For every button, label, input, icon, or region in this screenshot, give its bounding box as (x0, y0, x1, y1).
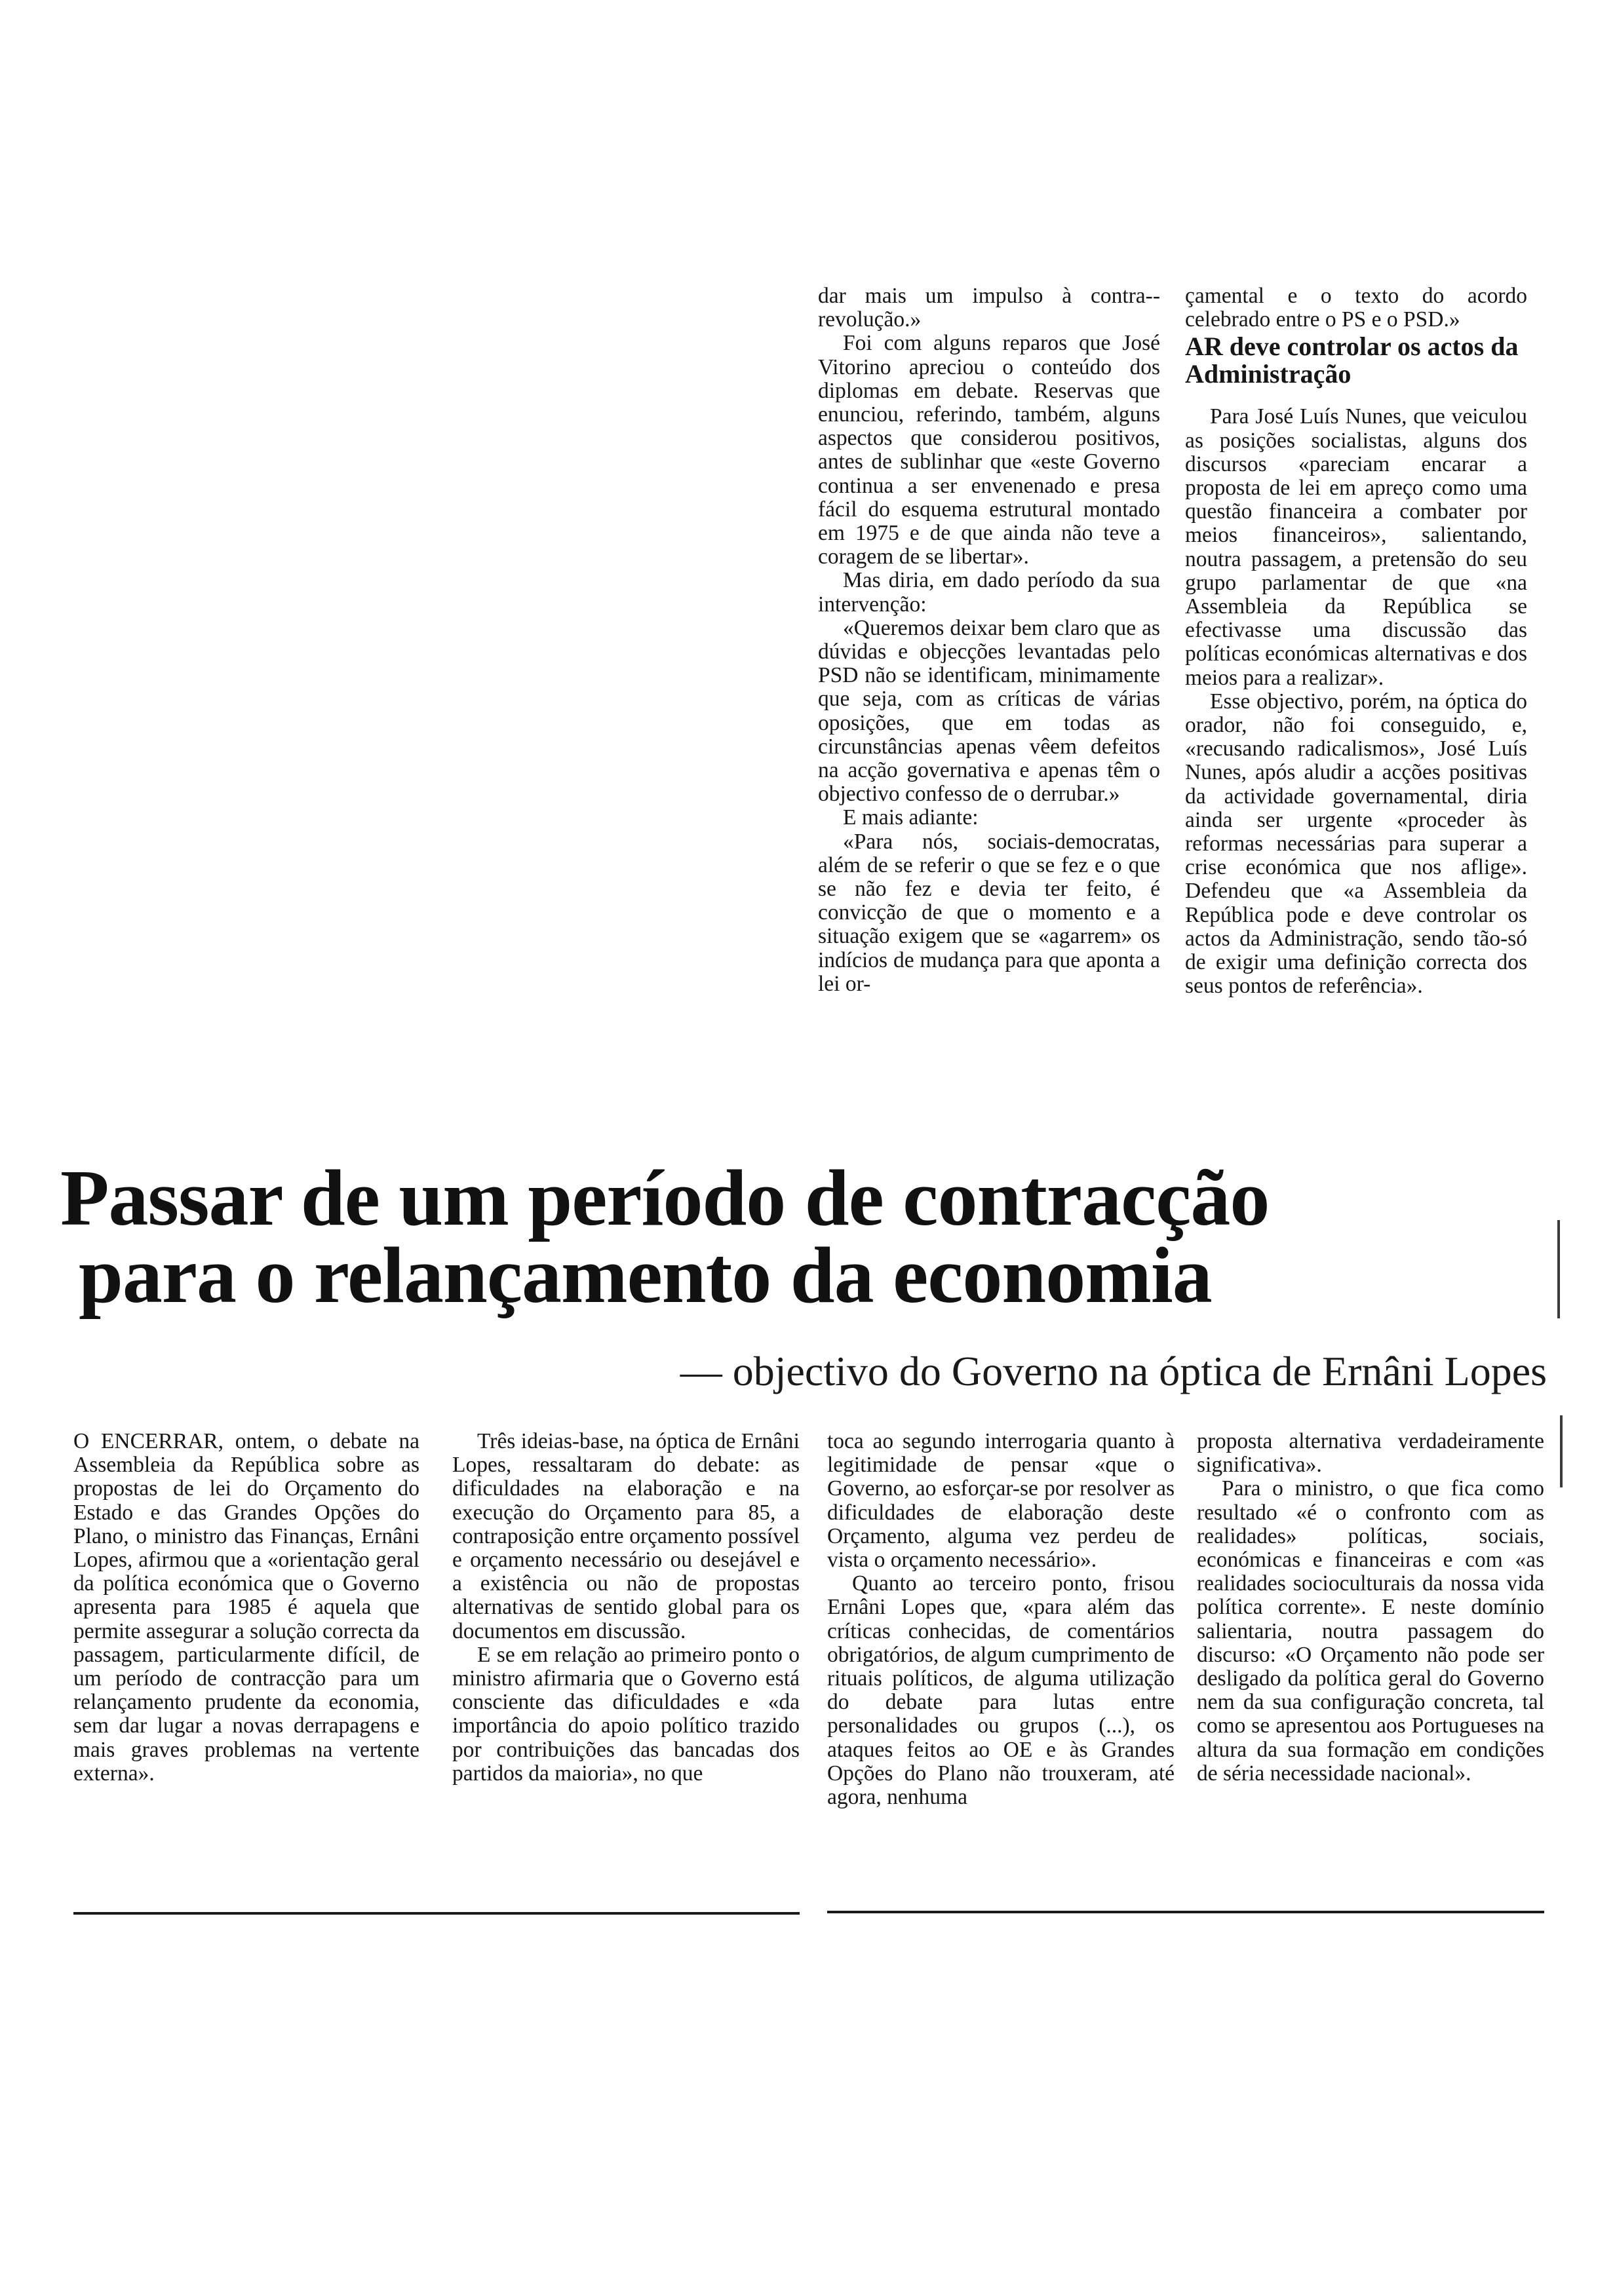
bottom-rule-left (73, 1912, 800, 1915)
top-column-2 (1185, 284, 1527, 998)
top-col2-paragraph: Para José Luís Nunes, que veiculou as posições socialistas, alguns dos discursos «pareciam encarar a proposta de lei em apreço como uma questão financeira a combater por meios financeiros», salientando, noutra passagem, a pretensão do seu grupo parlamentar de que «na Assembleia da República se efectivasse uma discussão das políticas económicas alternativas e dos meios para a realizar». (1185, 404, 1527, 690)
body-paragraph: Quanto ao terceiro ponto, frisou Ernâni Lopes que, «para além das críticas conhecidas, de comentários obrigatórios, de algum cumprimento de rituais políticos, de alguma utilização do debate para lutas entre personalidades ou grupos (...), os ataques feitos ao OE e às Grandes Opções do Plano não trouxeram, até agora, nenhuma (827, 1571, 1175, 1810)
headline-deck: — objectivo do Governo na óptica de Ernâni Lopes (680, 1348, 1547, 1394)
top-col1-paragraph: dar mais um impulso à contra--revolução.» (818, 284, 1160, 332)
top-col1-paragraph: «Queremos deixar bem claro que as dúvidas e objecções levantadas pelo PSD não se identificam, minimamente que seja, com as críticas de várias oposições, que em todas as circunstâncias apenas vêem defeitos na acção governativa e apenas têm o objectivo confesso de o derrubar.» (818, 615, 1160, 807)
top-col2-paragraph: Esse objectivo, porém, na óptica do orador, não foi conseguido, e, «recusando radicalismos», José Luís Nunes, após aludir a acções positivas da actividade governamental, diria ainda ser urgente «proceder às reformas necessárias para superar a crise económica que nos aflige». Defendeu que «a Assembleia da República pode e deve controlar os actos da Administração, sendo tão-só de exigir uma definição correcta dos seus pontos de referência». (1185, 689, 1527, 999)
bottom-column-4 (1197, 1430, 1544, 1786)
margin-mark (1557, 1220, 1560, 1318)
top-col1-paragraph: «Para nós, sociais-democratas, além de se referir o que se fez e o que se não fez e devia ter feito, é convicção de que o momento e a situação exigem que se «agarrem» os indícios de mudança para que aponta a lei or- (818, 829, 1160, 996)
bottom-rule-right (827, 1911, 1544, 1913)
body-paragraph: toca ao segundo interrogaria quanto à legitimidade de pensar «que o Governo, ao esforçar-se por resolver as dificuldades de elaboração deste Orçamento, alguma vez perdeu de vista o orçamento necessário». (827, 1429, 1175, 1573)
article-headline (60, 1154, 1568, 1320)
bottom-column-2 (452, 1430, 800, 1786)
body-paragraph: Três ideias-base, na óptica de Ernâni Lopes, ressaltaram do debate: as dificuldades na elaboração e na execução do Orçamento para 85, a contraposição entre orçamento possível e orçamento necessário ou desejável e a existência ou não de propostas alternativas de sentido global para os documentos em discussão. (452, 1429, 800, 1643)
top-col1-paragraph: Foi com alguns reparos que José Vitorino apreciou o conteúdo dos diplomas em debate. Reservas que enunciou, referindo, também, alguns aspectos que considerou positivos, antes de sublinhar que «este Governo continua a ser envenenado e presa fácil do esquema estrutural montado em 1975 e de que ainda não teve a coragem de se libertar». (818, 331, 1160, 569)
top-column-1 (818, 284, 1160, 996)
headline-line-1: Passar de um período de contracção (60, 1154, 1270, 1242)
top-col2-lead: çamental e o texto do acordo celebrado entre o PS e o PSD.» (1185, 284, 1527, 332)
top-col1-paragraph: E mais adiante: (843, 805, 979, 830)
lead-paragraph: O ENCERRAR, ontem, o debate na Assembleia da República sobre as propostas de lei do Orçamento do Estado e das Grandes Opções do Plano, o ministro das Finanças, Ernâni Lopes, afirmou que a «orientação geral da política económica que o Governo apresenta para 1985 é aquela que permite assegurar a solução correcta da passagem, particularmente difícil, de um período de contracção para um relançamento prudente da economia, sem dar lugar a novas derrapagens e mais graves problemas na vertente externa». (73, 1429, 419, 1786)
body-paragraph: E se em relação ao primeiro ponto o ministro afirmaria que o Governo está consciente das dificuldades e «da importância do apoio político trazido por contribuições das bancadas dos partidos da maioria», no que (452, 1642, 800, 1786)
section-subheading: AR deve controlar os actos da Administração (1185, 332, 1519, 389)
bottom-column-1 (73, 1430, 419, 1786)
body-paragraph: proposta alternativa verdadeiramente significativa». (1197, 1429, 1544, 1478)
bottom-column-3 (827, 1430, 1175, 1809)
margin-mark (1560, 1415, 1563, 1487)
body-paragraph: Para o ministro, o que fica como resultado «é o confronto com as realidades» políticas, sociais, económicas e financeiras e com «as realidades socioculturais da nossa vida política corrente». E neste domínio salientaria, noutra passagem do discurso: «O Orçamento não pode ser desligado da política geral do Governo nem da sua configuração concreta, tal como se apresentou aos Portugueses na altura da sua formação em condições de séria necessidade nacional». (1197, 1476, 1544, 1786)
top-col1-paragraph: Mas diria, em dado período da sua intervenção: (818, 568, 1160, 617)
headline-line-2: para o relançamento da economia (79, 1231, 1212, 1320)
